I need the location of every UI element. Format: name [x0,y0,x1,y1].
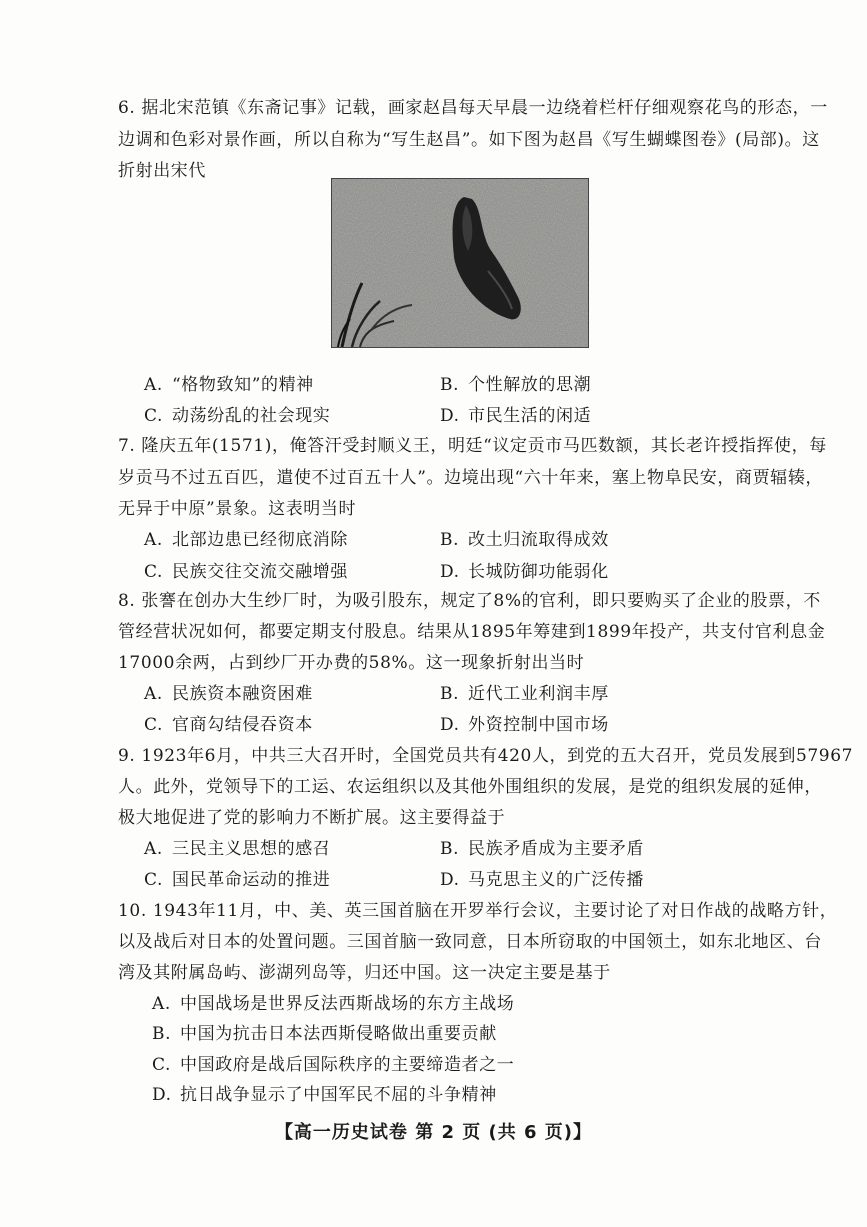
question-8-line-1: 8. 张謇在创办大生纱厂时，为吸引股东，规定了8%的官利，即只要购买了企业的股票，不 [118,591,821,611]
option-text: 近代工业利润丰厚 [468,684,609,704]
option-letter: A. [144,839,163,859]
question-10-line-2: 以及战后对日本的处置问题。三国首脑一致同意，日本所窃取的中国领土，如东北地区、台 [118,932,822,952]
option-letter: C. [144,870,164,890]
option-letter: A. [144,375,163,395]
option-text: 民族资本融资困难 [172,684,313,704]
question-6-line-1: 6. 据北宋范镇《东斋记事》记载，画家赵昌每天早晨一边绕着栏杆仔细观察花鸟的形态，一 [118,98,828,118]
question-9-option-b [440,839,644,859]
butterfly-painting-image [331,178,589,348]
option-letter: B. [440,375,460,395]
option-letter: B. [440,839,460,859]
question-7-option-a [144,530,348,550]
option-text: 外资控制中国市场 [468,715,609,735]
question-7-option-b [440,530,609,550]
question-6-option-c [144,406,330,426]
question-6-option-d [440,406,591,426]
question-9-option-a [144,839,330,859]
option-letter: D. [152,1085,172,1105]
question-6-line-2: 边调和色彩对景作画，所以自称为“写生赵昌”。如下图为赵昌《写生蝴蝶图卷》(局部)。这 [118,130,820,150]
question-9-line-1: 9. 1923年6月，中共三大召开时，全国党员共有420人，到党的五大召开，党员发展到57967 [118,746,854,766]
option-text: 三民主义思想的感召 [172,839,331,859]
option-letter: D. [440,406,460,426]
question-7-line-1: 7. 隆庆五年(1571)，俺答汗受封顺义王，明廷“议定贡市马匹数额，其长老许授指挥使，每 [118,436,827,456]
question-10-option-c [152,1055,514,1075]
page-footer: 【高一历史试卷 第 2 页 (共 6 页)】 [274,1122,593,1143]
question-7-line-3: 无异于中原”景象。这表明当时 [118,499,357,519]
option-letter: D. [440,870,460,890]
question-9-line-3: 极大地促进了党的影响力不断扩展。这主要得益于 [118,808,506,828]
question-9-option-c [144,870,330,890]
option-letter: A. [144,684,163,704]
option-text: 官商勾结侵吞资本 [172,715,313,735]
question-9-option-d [440,870,644,890]
question-9-line-2: 人。此外，党领导下的工运、农运组织以及其他外围组织的发展，是党的组织发展的延伸， [118,777,822,797]
option-letter: A. [152,994,171,1014]
question-6-option-b [440,375,591,395]
option-text: 马克思主义的广泛传播 [468,870,644,890]
question-8-option-c [144,715,313,735]
option-text: 个性解放的思潮 [468,375,592,395]
question-6-option-a [144,375,314,395]
option-letter: B. [440,684,460,704]
question-10-option-a [152,994,514,1014]
question-8-line-2: 管经营状况如何，都要定期支付股息。结果从1895年筹建到1899年投产，共支付官利息金 [118,622,826,642]
option-letter: B. [440,530,460,550]
option-letter: C. [144,562,164,582]
option-text: 动荡纷乱的社会现实 [172,406,331,426]
option-letter: C. [152,1055,172,1075]
option-text: 市民生活的闲适 [468,406,592,426]
option-letter: D. [440,715,460,735]
option-text: 改土归流取得成效 [468,530,609,550]
question-10-option-d [152,1085,497,1105]
question-7-option-d [440,562,609,582]
question-10-line-3: 湾及其附属岛屿、澎湖列岛等，归还中国。这一决定主要是基于 [118,963,611,983]
option-text: 中国为抗击日本法西斯侵略做出重要贡献 [180,1024,497,1044]
question-8-line-3: 17000余两，占到纱厂开办费的58%。这一现象折射出当时 [118,653,585,673]
option-text: 抗日战争显示了中国军民不屈的斗争精神 [180,1085,497,1105]
butterfly-painting-svg [332,179,588,347]
question-10-line-1: 10. 1943年11月，中、美、英三国首脑在开罗举行会议，主要讨论了对日作战的战略方针， [118,901,838,921]
question-7-option-c [144,562,348,582]
option-letter: B. [152,1024,172,1044]
option-text: 中国政府是战后国际秩序的主要缔造者之一 [180,1055,515,1075]
question-8-option-b [440,684,609,704]
question-8-option-d [440,715,609,735]
question-8-option-a [144,684,313,704]
option-text: “格物致知”的精神 [172,375,314,395]
option-letter: C. [144,715,164,735]
option-text: 国民革命运动的推进 [172,870,331,890]
option-text: 民族交往交流交融增强 [172,562,348,582]
question-7-line-2: 岁贡马不过五百匹，遣使不过百五十人”。边境出现“六十年来，塞上物阜民安，商贾辐辏， [118,468,823,488]
option-text: 民族矛盾成为主要矛盾 [468,839,644,859]
option-letter: C. [144,406,164,426]
question-6-line-3: 折射出宋代 [118,161,206,181]
option-text: 北部边患已经彻底消除 [172,530,348,550]
question-10-option-b [152,1024,497,1044]
option-letter: D. [440,562,460,582]
option-letter: A. [144,530,163,550]
option-text: 中国战场是世界反法西斯战场的东方主战场 [180,994,515,1014]
option-text: 长城防御功能弱化 [468,562,609,582]
